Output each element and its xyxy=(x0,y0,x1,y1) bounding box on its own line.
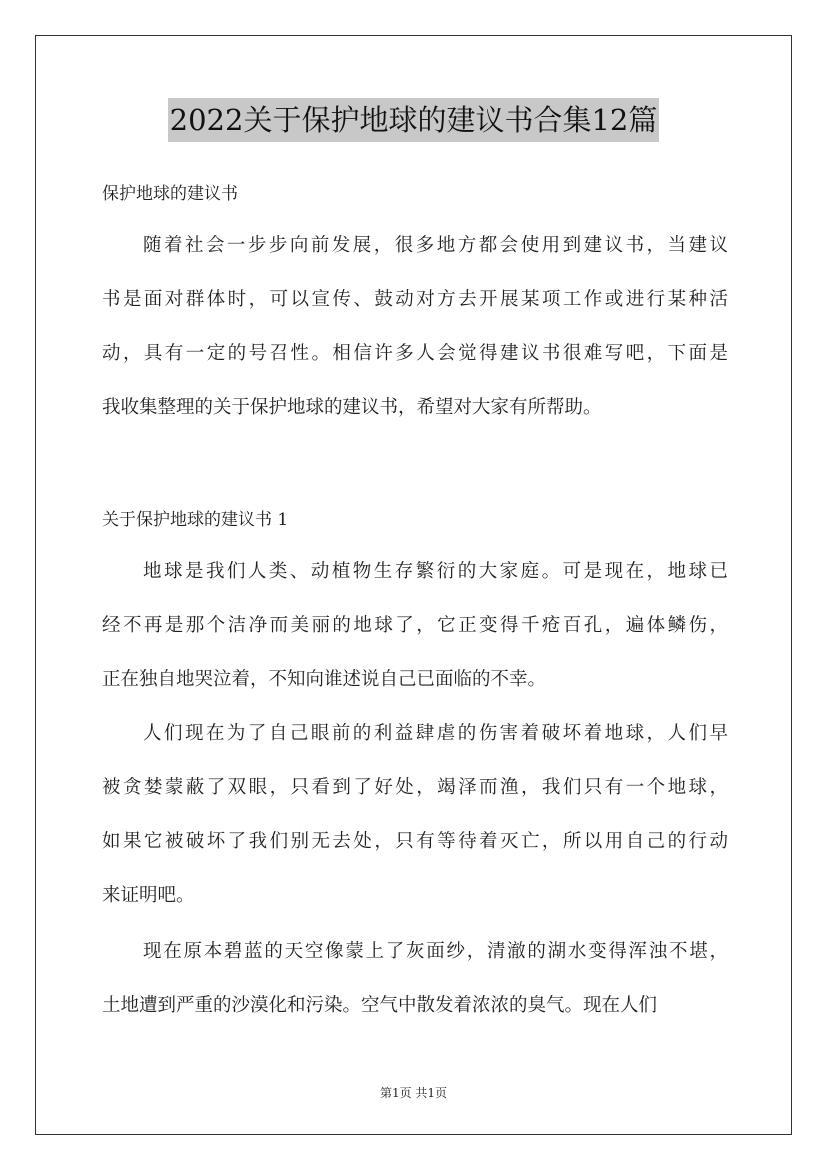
body-paragraph-1 xyxy=(102,545,728,707)
paragraph-line: 如果它被破坏了我们别无去处，只有等待着灭亡，所以用自己的行动 xyxy=(102,831,728,852)
paragraph-line: 经不再是那个洁净而美丽的地球了，它正变得千疮百孔，遍体鳞伤， xyxy=(102,615,728,636)
paragraph-line: 土地遭到严重的沙漠化和污染。空气中散发着浓浓的臭气。现在人们 xyxy=(102,995,658,1016)
paragraph-line: 我收集整理的关于保护地球的建议书，希望对大家有所帮助。 xyxy=(102,397,602,418)
paragraph-line: 地球是我们人类、动植物生存繁衍的大家庭。可是现在，地球已 xyxy=(143,561,728,582)
title-container xyxy=(0,98,827,142)
page-footer: 第1页 共1页 xyxy=(379,1086,448,1100)
paragraph-line: 被贪婪蒙蔽了双眼，只看到了好处，竭泽而渔，我们只有一个地球， xyxy=(102,777,728,798)
paragraph-line: 随着社会一步步向前发展，很多地方都会使用到建议书，当建议 xyxy=(143,235,728,256)
body-paragraph-3 xyxy=(102,925,728,1033)
paragraph-line: 书是面对群体时，可以宣传、鼓动对方去开展某项工作或进行某种活 xyxy=(102,289,728,310)
document-title: 2022关于保护地球的建议书合集12篇 xyxy=(168,98,660,142)
paragraph-line: 现在原本碧蓝的天空像蒙上了灰面纱，清澈的湖水变得浑浊不堪， xyxy=(143,941,728,962)
paragraph-line: 动，具有一定的号召性。相信许多人会觉得建议书很难写吧，下面是 xyxy=(102,343,728,364)
body-paragraph-2 xyxy=(102,707,728,923)
intro-paragraph xyxy=(102,219,728,435)
intro-heading: 保护地球的建议书 xyxy=(102,184,238,204)
section-heading: 关于保护地球的建议书 1 xyxy=(102,510,289,530)
paragraph-line: 正在独自地哭泣着，不知向谁述说自己已面临的不幸。 xyxy=(102,669,547,690)
paragraph-line: 来证明吧。 xyxy=(102,885,195,906)
paragraph-line: 人们现在为了自己眼前的利益肆虐的伤害着破坏着地球，人们早 xyxy=(143,723,728,744)
